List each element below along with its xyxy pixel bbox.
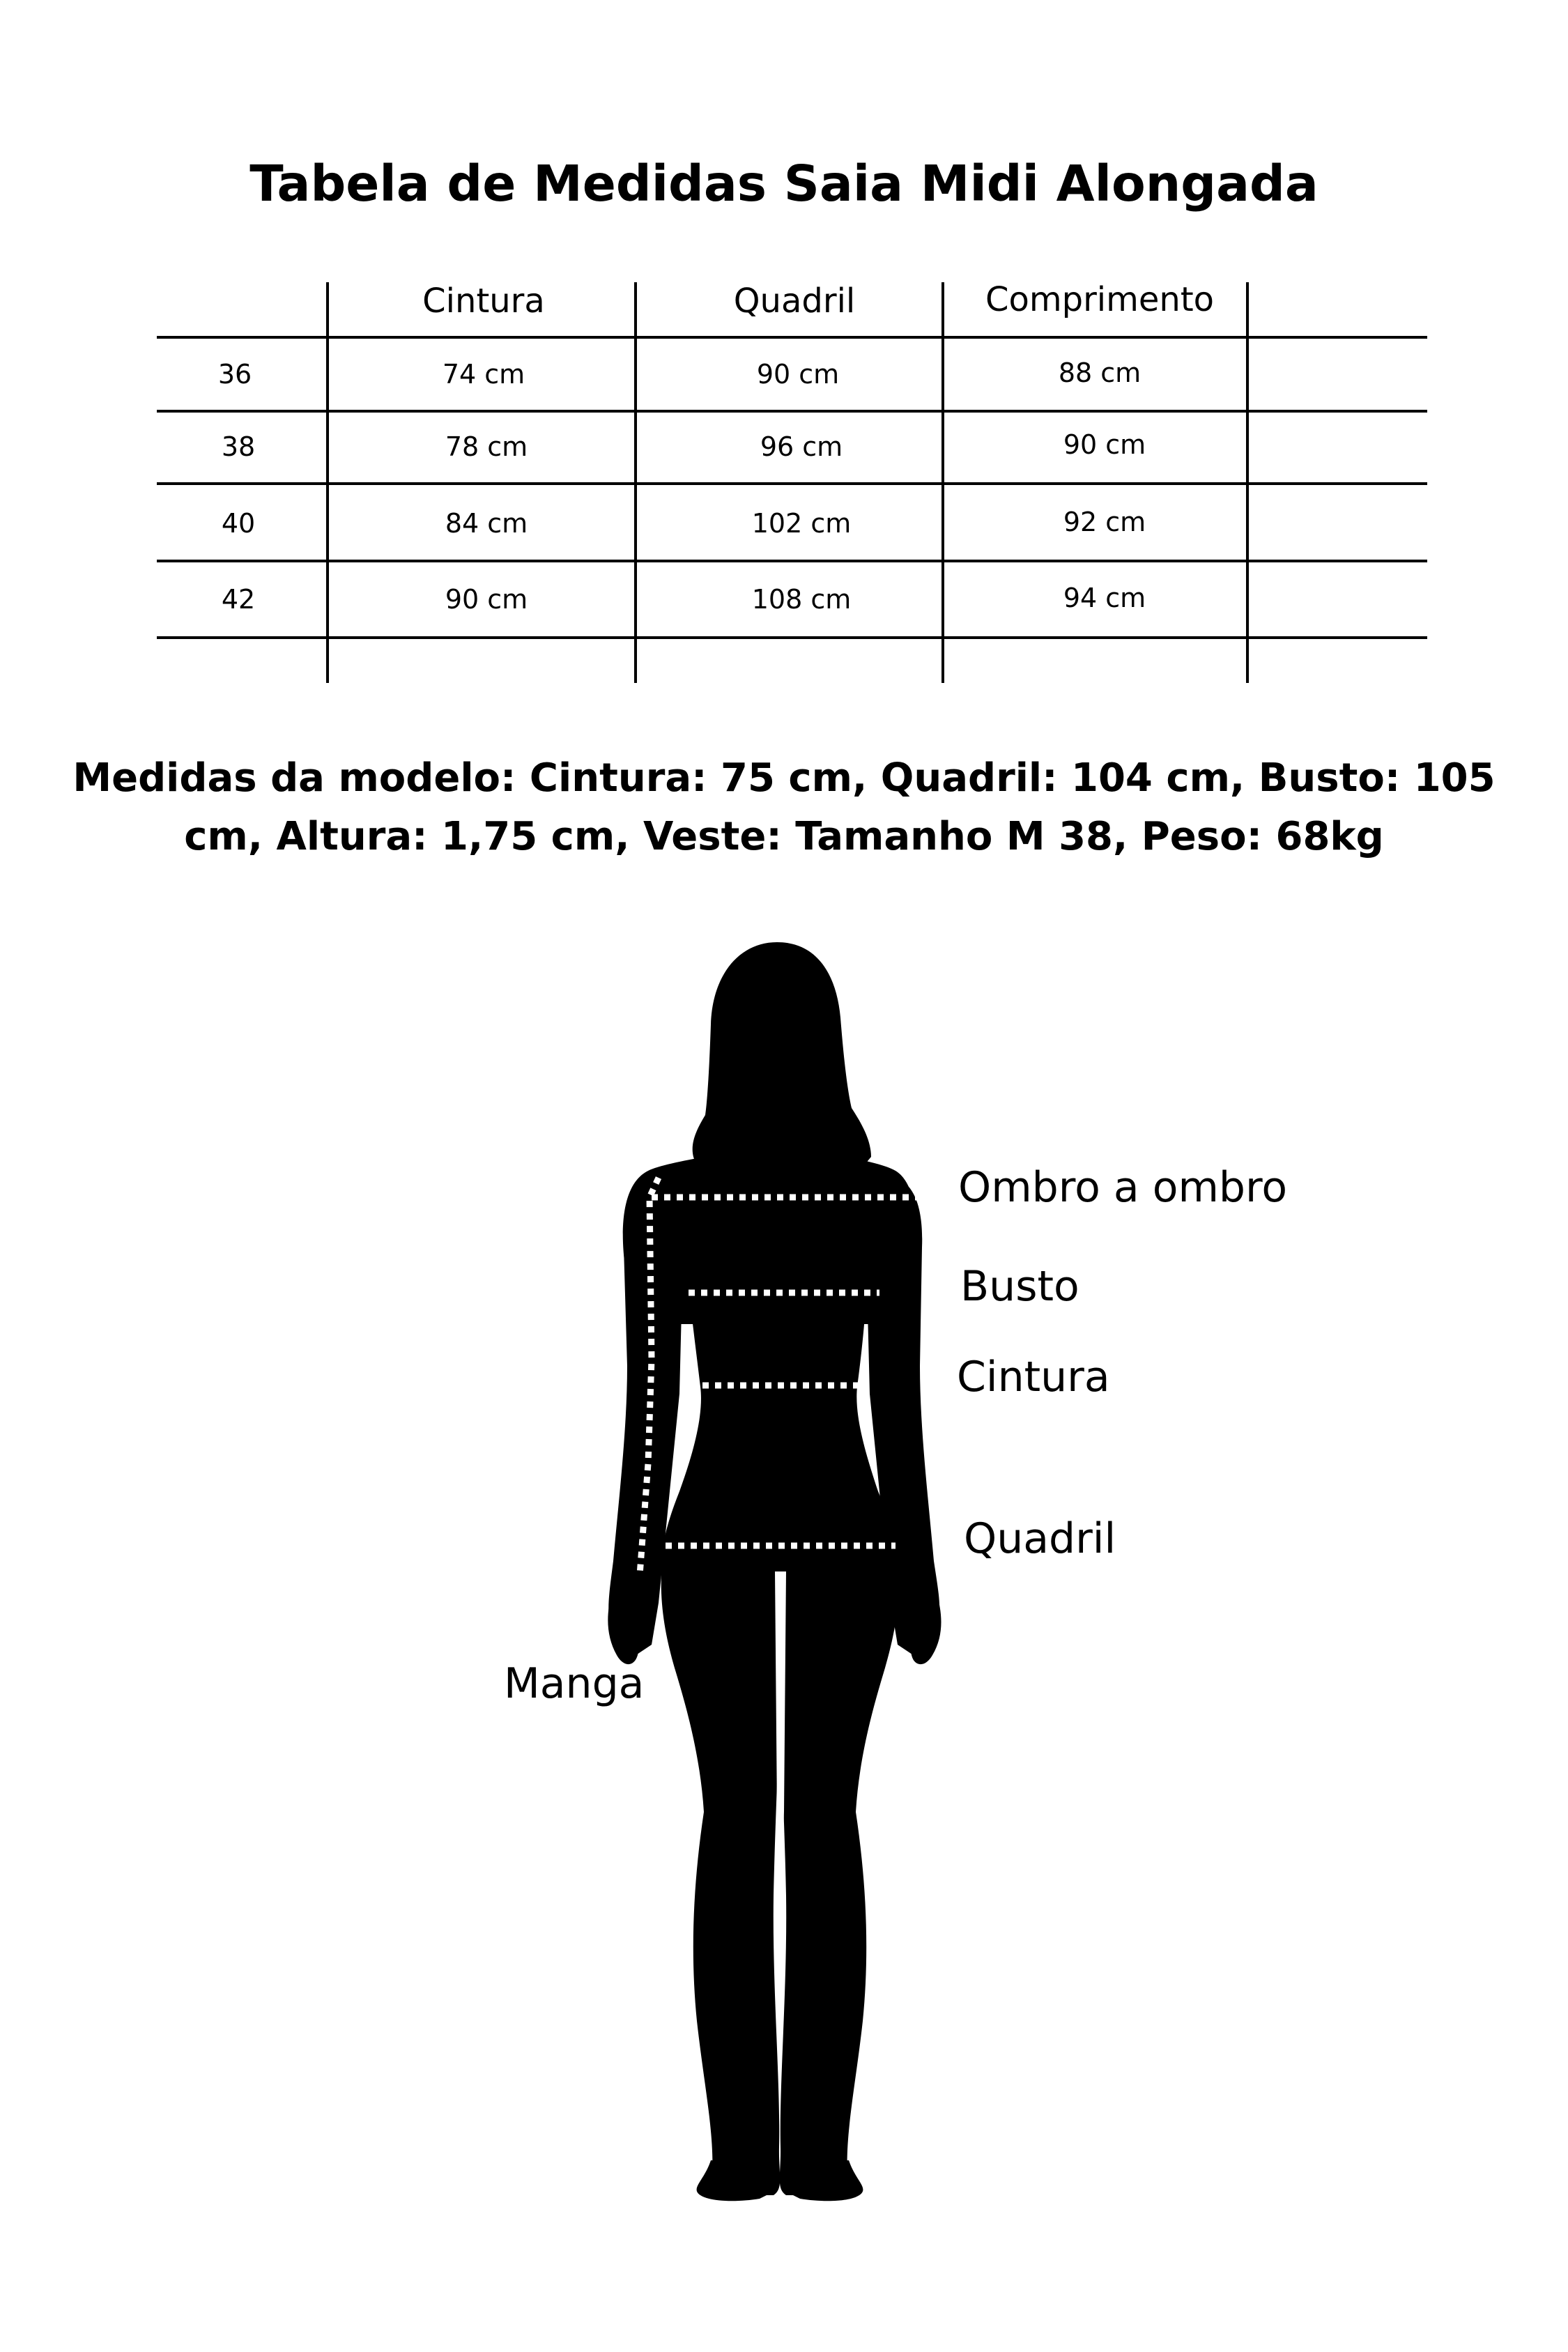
quadril-cell: 90 cm bbox=[756, 359, 840, 390]
body-measurement-figure bbox=[0, 906, 1568, 2352]
cintura-cell: 78 cm bbox=[445, 431, 528, 462]
comprimento-cell: 92 cm bbox=[1063, 507, 1146, 537]
cintura-cell: 84 cm bbox=[445, 508, 528, 539]
size-cell: 42 bbox=[221, 584, 256, 615]
label-sleeve: Manga bbox=[504, 1659, 645, 1708]
comprimento-cell: 94 cm bbox=[1063, 583, 1146, 613]
quadril-cell: 108 cm bbox=[751, 584, 852, 615]
header-quadril: Quadril bbox=[733, 282, 856, 321]
cintura-cell: 90 cm bbox=[445, 584, 528, 615]
model-measurements-note: Medidas da modelo: Cintura: 75 cm, Quadril: 104 cm, Busto: 105 cm, Altura: 1,75 cm, Veste: Tamanho M 38, Peso: 68kg bbox=[72, 755, 1496, 859]
comprimento-cell: 88 cm bbox=[1058, 358, 1142, 388]
size-table bbox=[0, 0, 1568, 697]
label-hip: Quadril bbox=[964, 1514, 1116, 1563]
size-cell: 38 bbox=[221, 431, 256, 462]
label-shoulder: Ombro a ombro bbox=[958, 1163, 1288, 1212]
female-silhouette-icon bbox=[0, 906, 1568, 2352]
quadril-cell: 96 cm bbox=[760, 431, 843, 462]
quadril-cell: 102 cm bbox=[751, 508, 852, 539]
label-waist: Cintura bbox=[957, 1353, 1110, 1401]
header-cintura: Cintura bbox=[422, 282, 545, 321]
comprimento-cell: 90 cm bbox=[1063, 429, 1146, 460]
label-bust: Busto bbox=[960, 1262, 1079, 1311]
header-comprimento: Comprimento bbox=[985, 280, 1215, 319]
size-cell: 40 bbox=[221, 508, 256, 539]
cintura-cell: 74 cm bbox=[442, 359, 525, 390]
size-cell: 36 bbox=[217, 359, 252, 390]
page-title: Tabela de Medidas Saia Midi Alongada bbox=[249, 155, 1319, 213]
